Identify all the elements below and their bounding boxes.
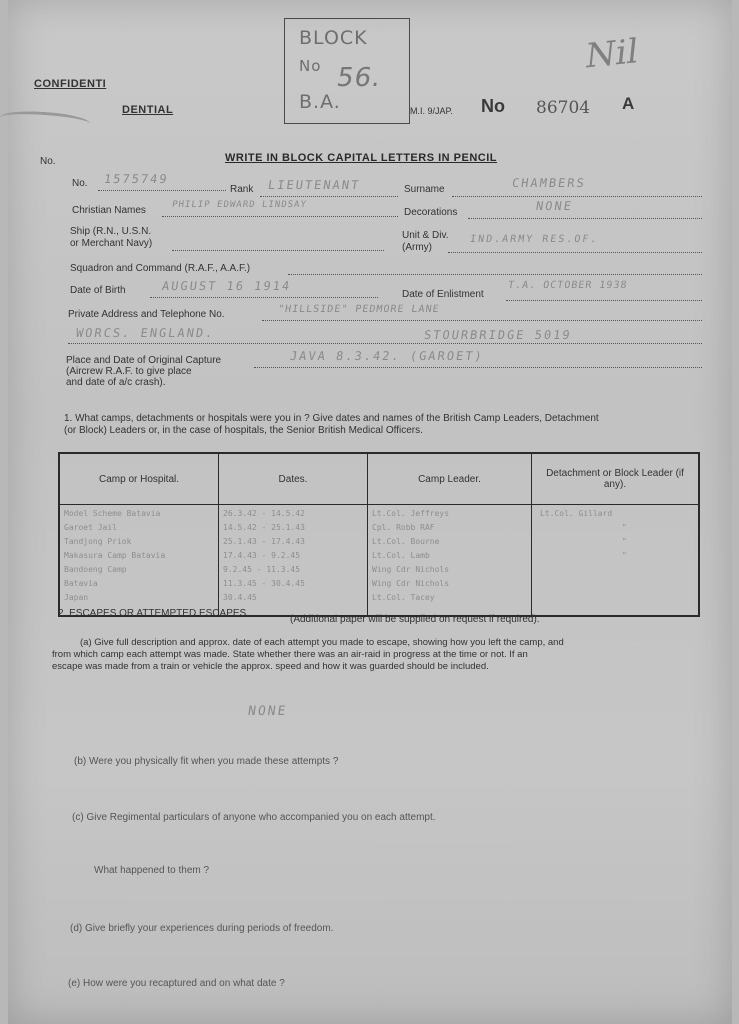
table-entry: " — [622, 537, 627, 546]
surname-line — [452, 196, 702, 197]
decorations-value[interactable]: NONE — [535, 199, 574, 213]
camps-table — [58, 452, 700, 617]
table-entry: Lt.Col. Jeffreys — [372, 509, 450, 518]
leader-header: Camp Leader. — [368, 453, 532, 505]
question-c-followup: What happened to them ? — [94, 865, 210, 876]
ship-line — [172, 250, 384, 251]
confidential-stamp-2: DENTIAL — [122, 104, 174, 116]
table-entry: Model Scheme Batavia — [64, 509, 161, 518]
address-value-2[interactable]: WORCS. ENGLAND. — [75, 326, 216, 340]
table-entry: 26.3.42 - 14.5.42 — [223, 509, 305, 518]
unit-label-1: Unit & Div. — [402, 230, 449, 241]
table-entry: Japan — [64, 593, 89, 602]
dob-value[interactable]: AUGUST 16 1914 — [161, 279, 293, 293]
rank-line — [260, 196, 398, 197]
surname-value[interactable]: CHAMBERS — [511, 176, 587, 190]
camp-cell[interactable] — [59, 505, 219, 617]
dob-line — [150, 297, 378, 298]
christian-names-value[interactable]: PHILIP EDWARD LINDSAY — [171, 200, 308, 210]
confidential-stamp-1: CONFIDENTI — [34, 78, 107, 90]
section1-text-2: (or Block) Leaders or, in the case of hospitals, the Senior British Medical Officers. — [64, 425, 423, 436]
christian-names-line — [162, 216, 398, 217]
table-entry: Tandjong Priok — [64, 537, 132, 546]
decorations-line — [468, 218, 702, 219]
squadron-line — [288, 274, 702, 275]
reference-code: M.I. 9/JAP. — [410, 106, 453, 116]
section2-a-line-1: (a) Give full description and approx. date of each attempt you made to escape, showing how you left the camp, and — [80, 637, 564, 648]
block-stamp — [284, 18, 410, 124]
capture-value[interactable]: JAVA 8.3.42. (GAROET) — [289, 349, 485, 363]
army-number-value[interactable]: 1575749 — [103, 172, 170, 186]
table-entry: Lt.Col. Lamb — [372, 551, 430, 560]
table-entry: Cpl. Robb RAF — [372, 523, 435, 532]
address-line-1 — [262, 320, 702, 321]
detachment-header: Detachment or Block Leader (if any). — [532, 453, 700, 505]
army-number-label: No. — [72, 178, 88, 189]
table-entry: 11.3.45 - 30.4.45 — [223, 579, 305, 588]
address-label: Private Address and Telephone No. — [68, 309, 225, 320]
rank-value[interactable]: LIEUTENANT — [267, 178, 362, 192]
unit-value[interactable]: IND.ARMY RES.OF. — [469, 234, 600, 245]
dob-label: Date of Birth — [70, 285, 126, 296]
enlistment-label: Date of Enlistment — [402, 289, 484, 300]
table-entry: " — [622, 523, 627, 532]
table-entry: Batavia — [64, 579, 98, 588]
camp-header: Camp or Hospital. — [59, 453, 219, 505]
table-entry: Lt.Col. Bourne — [372, 537, 440, 546]
form-suffix: A — [622, 94, 635, 113]
table-entry: 14.5.42 - 25.1.43 — [223, 523, 305, 532]
section1-text-1: 1. What camps, detachments or hospitals were you in ? Give dates and names of the British Camp Leaders, Detachment — [64, 413, 599, 424]
enlistment-line — [506, 300, 702, 301]
section2-heading-note: (Additional paper will be supplied on request if required). — [290, 614, 540, 625]
address-value-1[interactable]: "HILLSIDE" PEDMORE LANE — [277, 304, 441, 315]
christian-names-label: Christian Names — [72, 205, 146, 216]
unit-line — [448, 252, 702, 253]
dates-cell[interactable] — [219, 505, 368, 617]
question-b: (b) Were you physically fit when you made these attempts ? — [74, 756, 339, 767]
corner-handwriting: Nil — [583, 31, 641, 77]
section2-a-line-3: escape was made from a train or vehicle the approx. speed and how it was guarded should be included. — [52, 661, 489, 672]
table-entry: Garoet Jail — [64, 523, 117, 532]
no-label: No. — [40, 156, 56, 167]
table-entry: " — [622, 551, 627, 560]
table-entry: Lt.Col. Tacey — [372, 593, 435, 602]
question-e: (e) How were you recaptured and on what date ? — [68, 978, 285, 989]
unit-label-2: (Army) — [402, 242, 432, 253]
leader-cell[interactable] — [368, 505, 532, 617]
table-entry: 9.2.45 - 11.3.45 — [223, 565, 301, 574]
instruction-heading: WRITE IN BLOCK CAPITAL LETTERS IN PENCIL — [225, 152, 497, 164]
enlistment-value[interactable]: T.A. OCTOBER 1938 — [507, 280, 629, 291]
surname-label: Surname — [404, 184, 445, 195]
army-number-line — [98, 190, 226, 191]
rank-label: Rank — [230, 184, 254, 195]
table-entry: Bandoeng Camp — [64, 565, 127, 574]
table-entry: 30.4.45 — [223, 593, 257, 602]
address-line-2 — [68, 343, 702, 344]
stamp-block-text: BLOCK — [299, 27, 368, 49]
section2-a-line-2: from which camp each attempt was made. State whether there was an air-raid in progress at the time or not. If an — [52, 649, 528, 660]
decorations-label: Decorations — [404, 207, 458, 218]
ship-label-2: or Merchant Navy) — [70, 238, 153, 249]
table-entry: 17.4.43 - 9.2.45 — [223, 551, 301, 560]
question-c: (c) Give Regimental particulars of anyone who accompanied you on each attempt. — [72, 812, 436, 823]
stamp-no-text: No — [299, 57, 322, 75]
table-entry: Lt.Col. Gillard — [540, 509, 613, 518]
capture-line — [254, 367, 702, 368]
capture-label-2: (Aircrew R.A.F. to give place — [66, 366, 192, 377]
table-entry: Wing Cdr Nichols — [372, 579, 450, 588]
question-d: (d) Give briefly your experiences during periods of freedom. — [70, 923, 334, 934]
table-entry: Makasura Camp Batavia — [64, 551, 166, 560]
form-number-label: No — [481, 96, 505, 116]
form-number-value: 86704 — [536, 98, 591, 118]
table-entry: Wing Cdr Nichols — [372, 565, 450, 574]
capture-label-1: Place and Date of Original Capture — [66, 355, 222, 366]
ship-label-1: Ship (R.N., U.S.N. — [70, 226, 152, 237]
dates-header: Dates. — [219, 453, 368, 505]
squadron-label: Squadron and Command (R.A.F., A.A.F.) — [70, 263, 251, 274]
escape-answer[interactable]: NONE — [246, 704, 289, 719]
stamp-block-number: 56. — [334, 63, 385, 93]
stamp-ba-text: B.A. — [299, 91, 341, 113]
section2-heading: 2. ESCAPES OR ATTEMPTED ESCAPES. — [58, 608, 249, 619]
capture-label-3: and date of a/c crash). — [66, 377, 166, 388]
detachment-cell[interactable] — [532, 505, 700, 617]
table-entry: 25.1.43 - 17.4.43 — [223, 537, 305, 546]
address-value-3[interactable]: STOURBRIDGE 5019 — [423, 328, 573, 342]
